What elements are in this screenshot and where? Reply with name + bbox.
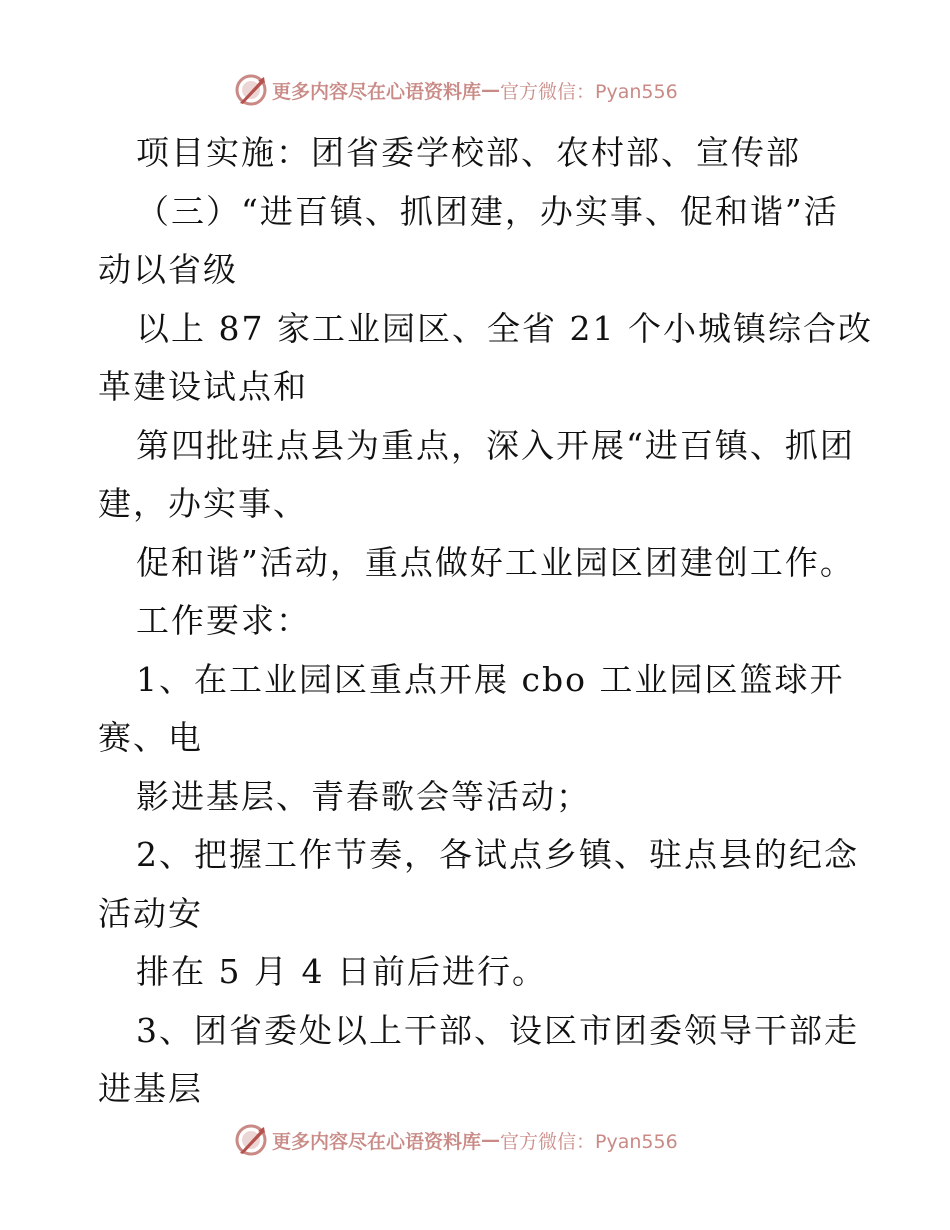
body-line: 活动安 xyxy=(98,893,203,933)
document-body xyxy=(98,124,873,1119)
quill-seal-icon xyxy=(234,73,268,107)
watermark-contact: 官方微信：Pyan556 xyxy=(500,1130,678,1153)
body-line: 第四批驻点县为重点，深入开展“进百镇、抓团 xyxy=(136,425,855,465)
body-line: 建，办实事、 xyxy=(98,484,308,523)
watermark-text: 更多内容尽在心语资料库 xyxy=(272,80,482,103)
body-line: 进基层 xyxy=(98,1069,203,1108)
body-line: 1、在工业园区重点开展 cbo 工业园区篮球开 xyxy=(136,659,845,699)
body-line: 以上 87 家工业园区、全省 21 个小城镇综合改 xyxy=(136,308,873,348)
body-line: 工作要求： xyxy=(136,601,311,640)
watermark-separator: — xyxy=(481,1129,501,1151)
body-line: 动以省级 xyxy=(98,250,238,289)
body-line: （三）“进百镇、抓团建，办实事、促和谐”活 xyxy=(136,191,839,231)
header-watermark xyxy=(234,72,678,108)
watermark-text: 更多内容尽在心语资料库 xyxy=(272,1130,482,1153)
body-line: 2、把握工作节奏，各试点乡镇、驻点县的纪念 xyxy=(136,835,859,874)
body-line: 革建设试点和 xyxy=(98,367,308,406)
body-line: 3、团省委处以上干部、设区市团委领导干部走 xyxy=(136,1010,859,1050)
watermark-separator: — xyxy=(481,79,501,101)
quill-seal-icon xyxy=(234,1123,268,1157)
body-line: 影进基层、青春歌会等活动； xyxy=(136,776,591,816)
body-line: 赛、电 xyxy=(98,718,203,757)
body-line: 排在 5 月 4 日前后进行。 xyxy=(136,952,547,991)
body-line: 促和谐”活动，重点做好工业园区团建创工作。 xyxy=(136,542,855,582)
body-line: 项目实施：团省委学校部、农村部、宣传部 xyxy=(136,133,801,172)
footer-watermark xyxy=(234,1122,678,1158)
watermark-contact: 官方微信：Pyan556 xyxy=(500,80,678,103)
